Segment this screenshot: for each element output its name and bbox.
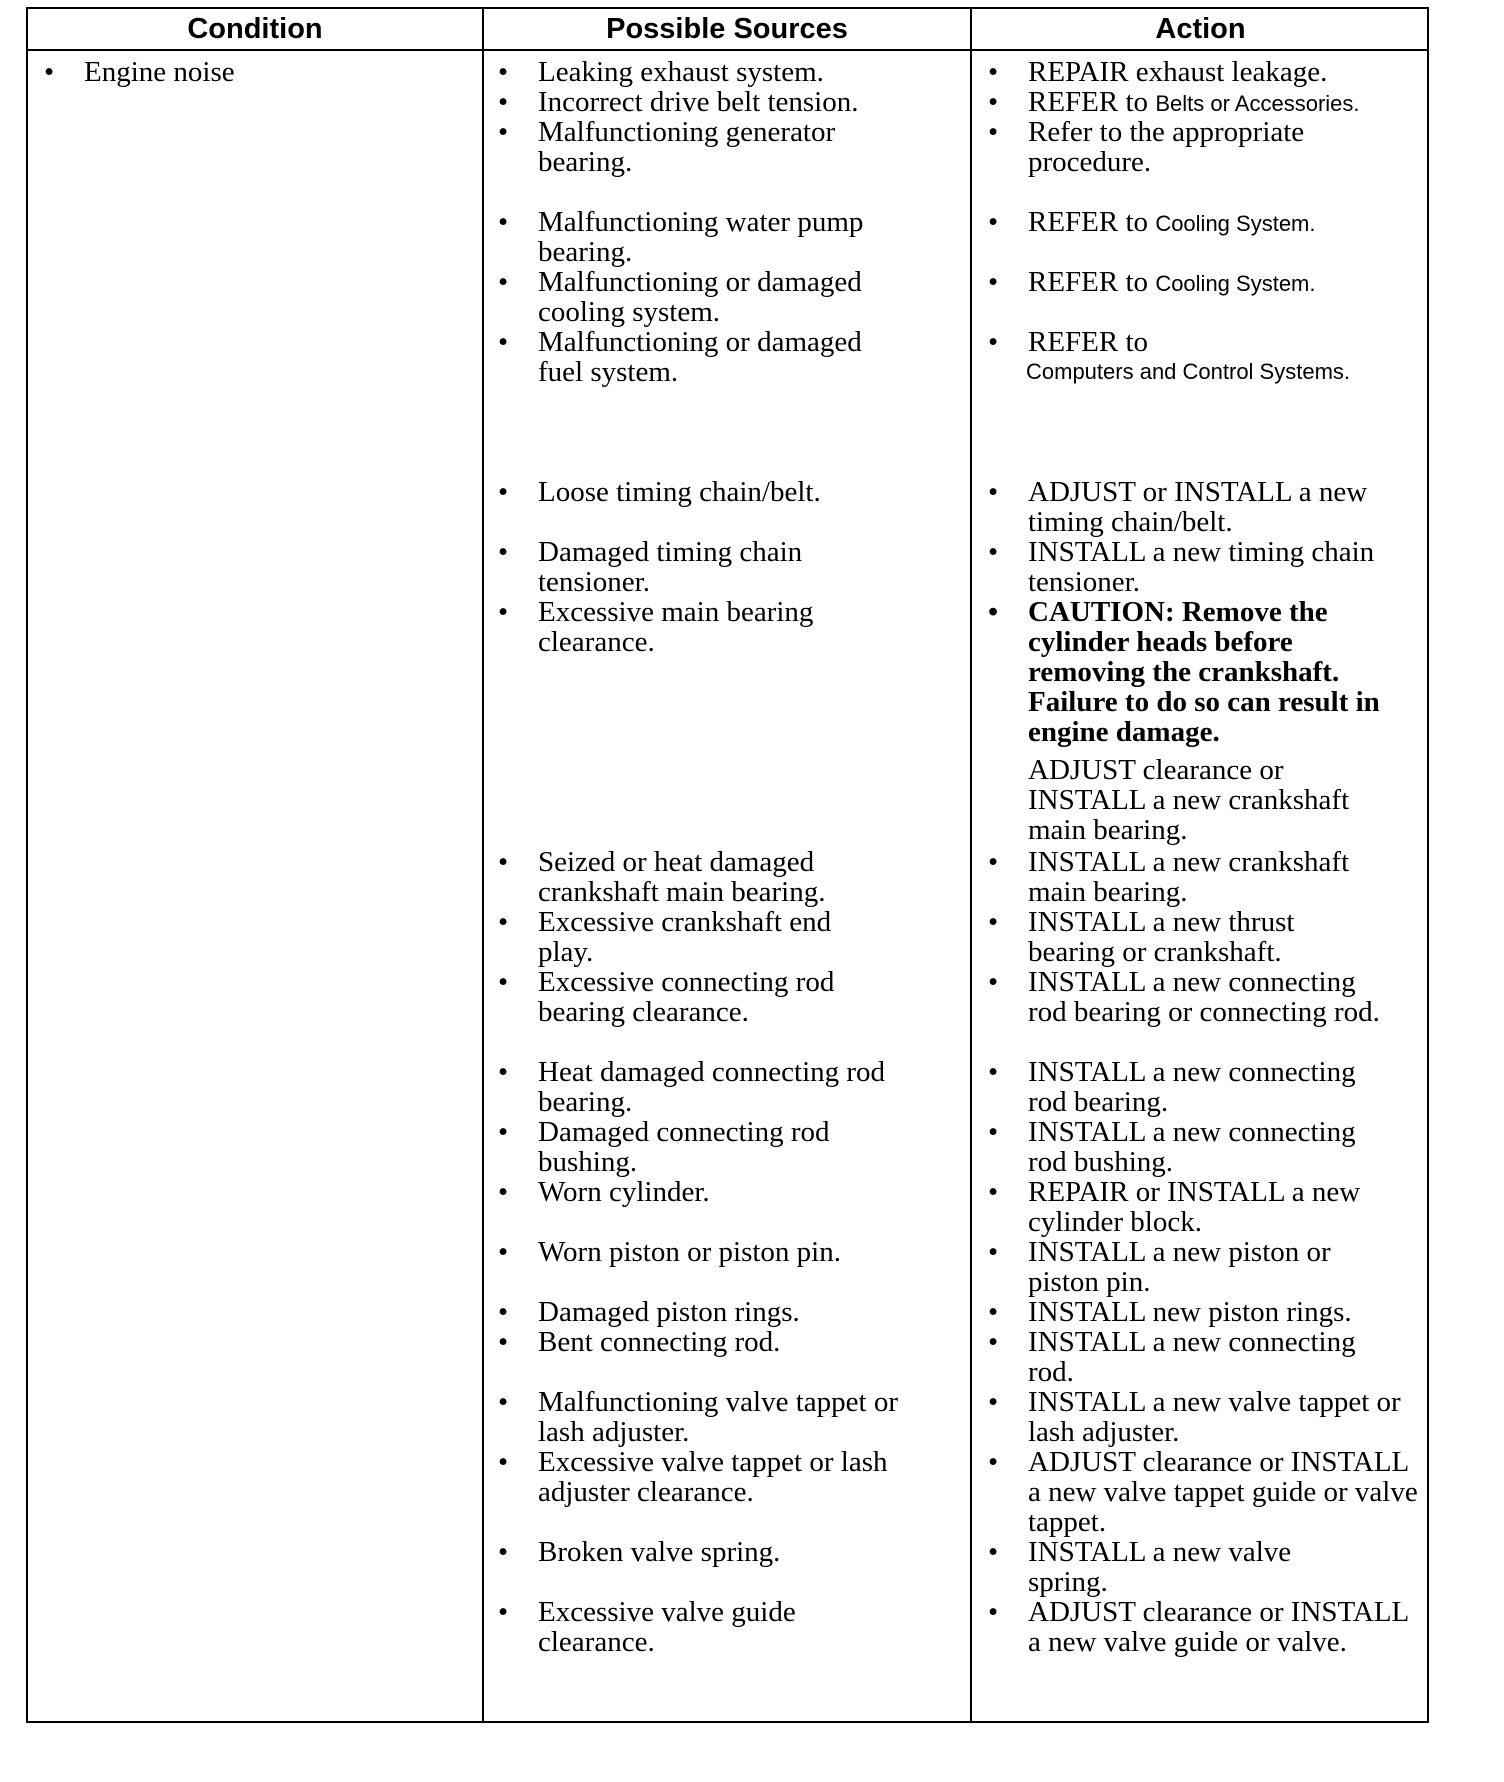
bullet: • — [498, 596, 509, 628]
action-item — [988, 1326, 1398, 1388]
source-text: Damaged timing chain tensioner. — [538, 536, 803, 598]
source-item — [498, 476, 938, 508]
action-text: ADJUST clearance or INSTALL a new crankshaft main bearing. — [1028, 754, 1350, 846]
source-item — [498, 536, 868, 598]
action-text: ADJUST clearance or INSTALL a new valve tappet guide or valve tappet. — [1028, 1446, 1418, 1538]
action-item — [988, 1446, 1423, 1538]
action-item — [988, 326, 1418, 387]
source-text: Excessive connecting rod bearing clearance. — [538, 966, 835, 1028]
source-item — [498, 326, 908, 388]
bullet: • — [498, 1236, 509, 1268]
action-item — [988, 266, 1418, 299]
source-item — [498, 596, 868, 658]
source-item — [498, 1056, 938, 1118]
cross-reference: Belts or Accessories. — [1155, 91, 1360, 116]
bullet: • — [498, 906, 509, 938]
action-text: REFER to — [1028, 326, 1149, 358]
bullet: • — [988, 266, 999, 298]
source-item — [498, 1386, 898, 1448]
source-item — [498, 1536, 938, 1568]
action-item — [988, 1536, 1358, 1598]
action-text: INSTALL a new thrust bearing or crankshaft. — [1028, 906, 1295, 968]
action-text: INSTALL a new connecting rod bearing or connecting rod. — [1028, 966, 1380, 1028]
action-text: INSTALL a new valve spring. — [1028, 1536, 1292, 1598]
action-item — [988, 56, 1418, 88]
header-condition: Condition — [187, 13, 323, 45]
source-text: Excessive valve guide clearance. — [538, 1596, 796, 1658]
action-text: REFER to — [1028, 86, 1149, 118]
action-text: ADJUST clearance or INSTALL a new valve guide or valve. — [1028, 1596, 1409, 1658]
bullet: • — [988, 596, 999, 628]
action-item — [988, 1116, 1398, 1178]
bullet: • — [988, 906, 999, 938]
condition-text: Engine noise — [84, 56, 235, 88]
action-text: REPAIR exhaust leakage. — [1028, 56, 1328, 88]
header-possible-sources: Possible Sources — [606, 13, 848, 45]
action-item — [988, 536, 1423, 598]
bullet: • — [498, 116, 509, 148]
source-text: Seized or heat damaged crankshaft main bearing. — [538, 846, 826, 908]
source-item — [498, 1596, 868, 1658]
bullet: • — [988, 1326, 999, 1358]
action-item — [988, 206, 1418, 239]
source-text: Damaged connecting rod bushing. — [538, 1116, 830, 1178]
action-text: REPAIR or INSTALL a new cylinder block. — [1028, 1176, 1361, 1238]
bullet: • — [988, 966, 999, 998]
bullet: • — [988, 476, 999, 508]
bullet: • — [988, 56, 999, 88]
bullet: • — [498, 476, 509, 508]
bullet: • — [988, 1176, 999, 1208]
source-text: Excessive crankshaft end play. — [538, 906, 832, 968]
bullet: • — [498, 56, 509, 88]
action-text: INSTALL a new valve tappet or lash adjuster. — [1028, 1386, 1401, 1448]
action-item — [988, 1056, 1398, 1118]
source-item — [498, 1326, 938, 1358]
source-text: Bent connecting rod. — [538, 1326, 781, 1358]
source-text: Heat damaged connecting rod bearing. — [538, 1056, 886, 1118]
source-item — [498, 206, 898, 268]
bullet: • — [498, 1296, 509, 1328]
action-item — [988, 906, 1358, 968]
diagnosis-table — [26, 7, 1429, 1723]
action-text: ADJUST or INSTALL a new timing chain/belt. — [1028, 476, 1368, 538]
cross-reference: Cooling System. — [1155, 271, 1316, 296]
bullet: • — [498, 846, 509, 878]
bullet: • — [498, 1116, 509, 1148]
bullet: • — [498, 1056, 509, 1088]
source-item — [498, 1236, 938, 1268]
source-text: Malfunctioning water pump bearing. — [538, 206, 864, 268]
action-item — [988, 846, 1398, 908]
action-text: REFER to — [1028, 206, 1149, 238]
header-divider — [28, 49, 1427, 51]
source-text: Excessive main bearing clearance. — [538, 596, 814, 658]
bullet: • — [988, 1446, 999, 1478]
bullet: • — [498, 1386, 509, 1418]
bullet: • — [498, 1326, 509, 1358]
bullet: • — [988, 86, 999, 118]
action-text: INSTALL a new connecting rod bearing. — [1028, 1056, 1356, 1118]
action-item — [988, 966, 1398, 1028]
bullet: • — [498, 326, 509, 358]
bullet: • — [988, 1056, 999, 1088]
bullet: • — [498, 966, 509, 998]
bullet: • — [988, 846, 999, 878]
column-divider — [482, 9, 484, 1721]
action-text: REFER to — [1028, 266, 1149, 298]
source-text: Broken valve spring. — [538, 1536, 781, 1568]
caution-text: CAUTION: Remove the cylinder heads before removing the crankshaft. Failure to do so can result in engine damage. — [1028, 596, 1380, 748]
action-text: INSTALL a new connecting rod. — [1028, 1326, 1356, 1388]
source-item — [498, 86, 938, 118]
source-item — [498, 266, 908, 328]
source-text: Malfunctioning or damaged fuel system. — [538, 326, 862, 388]
bullet: • — [988, 206, 999, 238]
bullet: • — [988, 116, 999, 148]
source-item — [498, 1116, 898, 1178]
bullet: • — [498, 1596, 509, 1628]
bullet: • — [498, 1536, 509, 1568]
source-item — [498, 1296, 938, 1328]
bullet: • — [498, 206, 509, 238]
action-item — [988, 1596, 1423, 1658]
source-text: Damaged piston rings. — [538, 1296, 800, 1328]
header-action: Action — [1155, 13, 1246, 45]
bullet: • — [988, 1386, 999, 1418]
action-text: Refer to the appropriate procedure. — [1028, 116, 1305, 178]
condition-item — [44, 56, 464, 88]
action-item — [988, 476, 1418, 538]
bullet: • — [498, 536, 509, 568]
source-text: Malfunctioning valve tappet or lash adjuster. — [538, 1386, 898, 1448]
action-text: INSTALL a new piston or piston pin. — [1028, 1236, 1331, 1298]
action-text: INSTALL a new timing chain tensioner. — [1028, 536, 1375, 598]
bullet: • — [498, 266, 509, 298]
action-item — [988, 1296, 1423, 1328]
bullet: • — [498, 1176, 509, 1208]
column-divider — [970, 9, 972, 1721]
action-item — [988, 1236, 1398, 1298]
source-text: Malfunctioning generator bearing. — [538, 116, 836, 178]
source-item — [498, 1446, 938, 1508]
cross-reference: Computers and Control Systems. — [1026, 359, 1351, 384]
action-text: INSTALL a new connecting rod bushing. — [1028, 1116, 1356, 1178]
source-item — [498, 906, 868, 968]
bullet: • — [988, 1296, 999, 1328]
source-text: Worn piston or piston pin. — [538, 1236, 841, 1268]
bullet: • — [988, 1236, 999, 1268]
bullet: • — [988, 326, 999, 358]
action-text: INSTALL new piston rings. — [1028, 1296, 1352, 1328]
source-item — [498, 966, 868, 1028]
bullet: • — [44, 56, 55, 88]
action-item — [988, 1386, 1423, 1448]
source-item — [498, 116, 868, 178]
bullet: • — [988, 1536, 999, 1568]
source-text: Loose timing chain/belt. — [538, 476, 821, 508]
source-item — [498, 56, 938, 88]
source-text: Leaking exhaust system. — [538, 56, 824, 88]
action-item — [988, 596, 1398, 846]
bullet: • — [498, 1446, 509, 1478]
action-text: INSTALL a new crankshaft main bearing. — [1028, 846, 1350, 908]
source-text: Worn cylinder. — [538, 1176, 710, 1208]
cross-reference: Cooling System. — [1155, 211, 1316, 236]
bullet: • — [988, 1116, 999, 1148]
source-text: Malfunctioning or damaged cooling system. — [538, 266, 862, 328]
source-item — [498, 846, 868, 908]
action-item — [988, 86, 1418, 119]
source-item — [498, 1176, 938, 1208]
bullet: • — [988, 536, 999, 568]
bullet: • — [988, 1596, 999, 1628]
action-item — [988, 116, 1358, 178]
bullet: • — [498, 86, 509, 118]
source-text: Incorrect drive belt tension. — [538, 86, 859, 118]
source-text: Excessive valve tappet or lash adjuster clearance. — [538, 1446, 888, 1508]
action-item — [988, 1176, 1423, 1238]
